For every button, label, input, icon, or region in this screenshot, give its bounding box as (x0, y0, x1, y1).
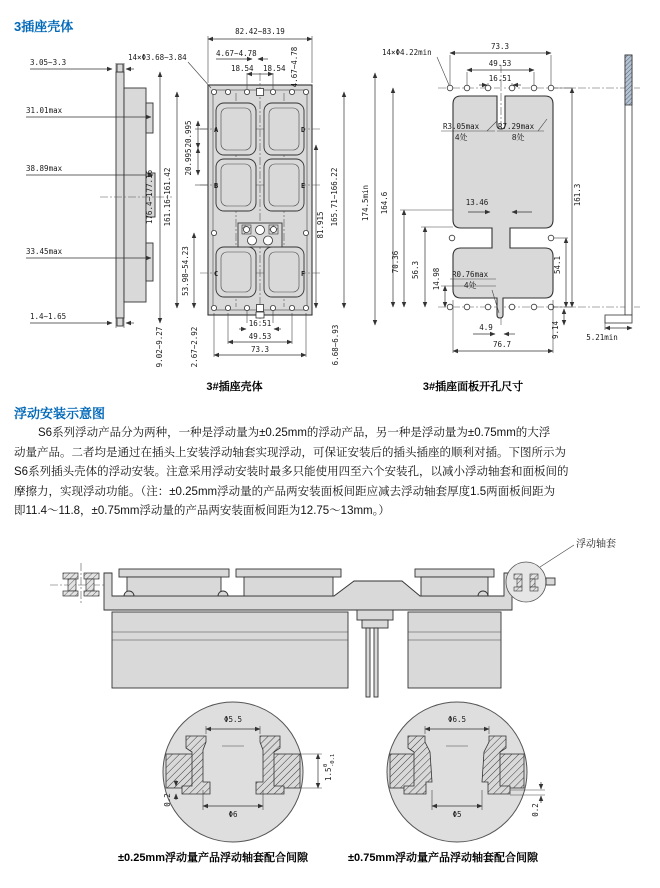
front-bottom-notch (256, 312, 264, 318)
dim-front-pitch-right: 18.54 (263, 64, 286, 73)
dim-detail-left-gap: 0.2 (163, 793, 172, 807)
dim-panel-waist: 13.46 (465, 198, 489, 207)
dim-detail-right-gap: 0.2 (531, 803, 540, 817)
housing-drawing (0, 25, 660, 380)
dim-side-thickness-top: 3.05~3.3 (30, 58, 67, 67)
thickness-value: 1.5 (324, 767, 333, 781)
cavity-label-a: A (214, 126, 219, 134)
panel-radius1-count: 4处 (455, 133, 468, 142)
panel-cutout-drawing (361, 42, 640, 353)
dim-panel-bottom-right: 9.14 (551, 320, 560, 340)
front-hole-callout: 14×Φ3.68~3.84 (128, 53, 187, 62)
dim-detail-right-bottom: Φ5 (452, 810, 462, 819)
dim-detail-left-thickness (300, 754, 336, 788)
assembly-pin (374, 628, 378, 697)
dim-front-bottom1: 16.51 (248, 319, 272, 328)
detail-right-drawing (387, 702, 545, 842)
dim-panel-height-holes: 164.6 (380, 191, 389, 215)
dim-panel-height-right: 161.3 (573, 183, 582, 207)
dim-front-hole-span-v: 165.71~166.22 (330, 167, 339, 227)
panel-radius3: R0.76max (452, 270, 489, 279)
dim-front-edge-hole: 4.67~4.78 (216, 49, 257, 58)
thickness-tol-upper: 0 (323, 763, 329, 767)
panel-section (272, 754, 300, 788)
dim-side-31: 31.01max (26, 106, 63, 115)
assembly-bushing-callout (506, 537, 616, 602)
dim-front-bottom-left2: 2.67~2.92 (190, 326, 199, 368)
dim-side-thickness-bottom: 1.4~1.65 (30, 312, 67, 321)
panel-radius1: R3.05max (443, 122, 480, 131)
dim-front-edge-hole-v: 4.67~4.78 (290, 46, 299, 88)
caption-panel-view: 3#插座面板开孔尺寸 (422, 381, 524, 393)
dim-panel-left2: 56.3 (411, 260, 420, 280)
side-boss-top (146, 103, 153, 133)
panel-radius3-count: 4处 (464, 281, 477, 290)
assembly-drawing (0, 535, 660, 705)
panel-radius2-count: 8处 (512, 133, 525, 142)
caption-detail-right: ±0.75mm浮动量产品浮动轴套配合间隙 (347, 852, 538, 864)
float-description-paragraph (14, 424, 652, 522)
side-boss-bottom (146, 243, 153, 281)
paragraph-line: 动量产品。二者均是通过在插头上安装浮动轴套实现浮动，可保证安装后的插头插座的顺利对插。下图所示为 (14, 446, 566, 459)
cavity-label-d: D (301, 126, 306, 134)
paragraph-line: 即11.4～11.8，±0.75mm浮动量的产品两安装面板间距为12.75～13mm。） (14, 505, 390, 517)
dim-side-33: 33.45max (26, 247, 63, 256)
dim-panel-top3: 16.51 (488, 74, 512, 83)
assembly-pin (366, 628, 370, 697)
dim-front-cavity-pitch2: 20.995 (184, 148, 193, 176)
dim-front-bottom2: 49.53 (248, 332, 272, 341)
assembly-bodies (112, 610, 501, 697)
paragraph-line: S6系列浮动产品分为两种，一种是浮动量为±0.25mm的浮动产品，另一种是浮动量为±0.75mm的大浮 (38, 427, 551, 439)
cavity-label-f: F (301, 270, 306, 278)
dim-panel-right1: 54.1 (553, 255, 562, 275)
page-title: 3插座壳体 (14, 19, 74, 34)
assembly-modules (119, 569, 494, 596)
dim-front-width: 82.42~83.19 (235, 27, 285, 36)
assembly-bushing-left (50, 563, 112, 605)
panel-edge-hatch (625, 55, 632, 105)
label-floating-bushing: 浮动轴套 (576, 539, 616, 550)
section-title-float: 浮动安装示意图 (14, 406, 106, 421)
dim-panel-top2: 49.53 (488, 59, 512, 68)
dim-panel-top1: 73.3 (490, 42, 510, 51)
dim-panel-left1: 70.36 (391, 250, 400, 274)
dim-panel-edge: 5.21min (586, 333, 618, 342)
panel-radius2: R7.29max (498, 122, 535, 131)
dim-front-height-overall: 176.4~177.16 (145, 169, 154, 225)
panel-edge-view (586, 55, 632, 342)
panel-edge-foot (605, 315, 632, 323)
cavity-label-e: E (301, 182, 306, 190)
cavity-label-c: C (214, 270, 219, 278)
bushing-detail-views (0, 700, 660, 850)
dim-front-cavity-pitch1: 20.995 (184, 120, 193, 148)
dim-detail-left-top: Φ5.5 (223, 715, 243, 724)
caption-detail-left: ±0.25mm浮动量产品浮动轴套配合间隙 (117, 852, 308, 864)
dim-front-bottom-right: 6.68~6.93 (331, 324, 340, 366)
dim-front-center-height: 81.915 (316, 211, 325, 239)
dim-panel-left3: 14.98 (432, 267, 441, 291)
dim-front-cavity-c: 53.98~54.23 (181, 246, 190, 296)
panel-section (166, 754, 194, 788)
dim-front-height-body: 161.16~161.42 (163, 167, 172, 227)
thickness-tol-lower: -0.1 (330, 753, 336, 767)
cavity-label-b: B (214, 182, 219, 190)
dim-front-bottom-left1: 9.02~9.27 (155, 326, 164, 368)
caption-front-view: 3#插座壳体 (206, 381, 263, 393)
dim-detail-right-top: Φ6.5 (447, 715, 467, 724)
dim-panel-slot: 4.9 (479, 323, 493, 332)
dim-detail-left-bottom: Φ6 (228, 810, 238, 819)
dim-front-pitch-left: 18.54 (231, 64, 254, 73)
front-center-module (238, 223, 282, 247)
paragraph-line: 摩擦力，实现浮动功能。（注：±0.25mm浮动量的产品两安装面板间距应减去浮动轴套厚度1.5两面板间距为 (14, 485, 556, 498)
panel-hole-callout: 14×Φ4.22min (382, 48, 432, 57)
dim-front-bottom3: 73.3 (250, 345, 270, 354)
dim-panel-bottom-width: 76.7 (492, 340, 512, 349)
dim-side-38: 38.89max (26, 164, 63, 173)
detail-left-drawing (163, 702, 336, 842)
dim-panel-height-min: 174.5min (361, 184, 370, 222)
paragraph-line: S6系列插头壳体的浮动安装。注意采用浮动安装时最多只能使用四至六个安装孔，以减小浮动轴套和面板间的 (14, 466, 569, 478)
